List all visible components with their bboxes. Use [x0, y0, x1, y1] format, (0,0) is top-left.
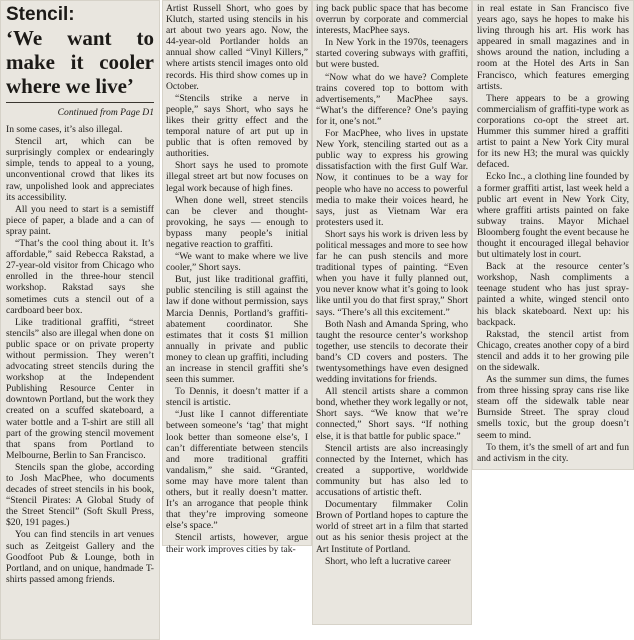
article-column-3: [316, 3, 468, 623]
paragraph: “Now what do we have? Complete trains covered top to bottom with advertisements,” MacPhee says. “What’s the difference? One’s paying for it, one’s not.”: [316, 71, 468, 127]
paragraph: Ecko Inc., a clothing line founded by a former graffiti artist, last week held a public art event in New York City, where graffiti artists painted on fake subway trains. Mayor Michael Bloomberg fought the event because he thought it encouraged illegal behavior but ultimately lost in court.: [477, 171, 629, 261]
paragraph: Like traditional graffiti, “street stencils” also are illegal when done on public space or on private property without permission. They weren’t advocating street stencils during the workshop at the Independent Publishing Resource Center in downtown Portland, but the work they created on a scuffed skateboard, a water bottle and a T-shirt are still all part of the growing stencil movement that spans from Portland to Melbourne, Berlin to San Francisco.: [6, 316, 154, 461]
headline-kicker: Stencil:: [6, 4, 75, 25]
paragraph: As the summer sun dims, the fumes from three hissing spray cans rise like steam off the sidewalk table near Burnside Street. The spray cloud smells toxic, but the group doesn’t seem to mind.: [477, 374, 629, 441]
paragraph: To them, it’s the smell of art and fun and activism in the city.: [477, 441, 629, 464]
article-column-1: [6, 4, 154, 638]
paragraph: To Dennis, it doesn’t matter if a stencil is artistic.: [166, 386, 308, 409]
continued-line: Continued from Page D1: [57, 107, 154, 118]
paragraph: ing back public space that has become overrun by corporate and commercial interests, MacPhee says.: [316, 3, 468, 37]
paragraph: Rakstad, the stencil artist from Chicago, creates another copy of a bird stencil and adds it to her growing pile on the sidewalk.: [477, 328, 629, 373]
paragraph: You can find stencils in art venues such as Zeitgeist Gallery and the Goodfoot Pub & Lounge, both in Portland, and on unique, handmade T-shirts passed among friends.: [6, 529, 154, 585]
headline-rule: [6, 102, 154, 103]
paragraph: For MacPhee, who lives in upstate New York, stenciling started out as a public way to express his growing dissatisfaction with the first Gulf War. Now, it continues to be a way for people who have no access to powerful media to make their voices heard, he says, just as Vietnam War era protesters used it.: [316, 128, 468, 228]
paragraph: in real estate in San Francisco five years ago, says he hopes to make his living through his art. His work has appeared in small magazines and in shows around the nation, including a room at the Hotel des Arts in San Francisco, which features emerging artists.: [477, 3, 629, 92]
paragraph: Documentary filmmaker Colin Brown of Portland hopes to capture the world of street art in a film that started out as his senior thesis project at the Art Institute of Portland.: [316, 499, 468, 555]
paragraph: Stencil art, which can be surprisingly complex or endearingly simple, tends to appeal to a young, unconventional crowd that likes its raw, unpolished look and appreciates its accessibility.: [6, 136, 154, 203]
paragraph: There appears to be a growing commercialism of graffiti-type work as corporations co-opt the street art. Hummer this summer hired a graffiti artist to paint a New York City mural for its new H3; the mural was quickly defaced.: [477, 92, 629, 171]
paragraph: Back at the resource center’s workshop, Nash compliments a teenage student who has just spray-painted a white, winged stencil onto his black skateboard. Next up: his backpack.: [477, 261, 629, 328]
paragraph: Artist Russell Short, who goes by Klutch, started using stencils in his art about two years ago. Now, the 44-year-old Portlander holds an annual show called “Vinyl Killers,” where artists stencil images onto old records. His third show comes up in October.: [166, 3, 308, 92]
paragraph: Stencils span the globe, according to Josh MacPhee, who documents decades of street stencils in his book, “Stencil Pirates: A Global Study of the Street Stencil” (Soft Skull Press, $20, 191 pages.): [6, 461, 154, 529]
article-column-2: [166, 3, 308, 555]
paragraph: In some cases, it’s also illegal.: [6, 124, 123, 136]
headline: ‘We want to make it cooler where we live’: [6, 26, 154, 98]
paragraph: “We want to make where we live cooler,” Short says.: [166, 251, 308, 274]
paragraph: Short says he used to promote illegal street art but now focuses on legal work because of high fines.: [166, 160, 308, 194]
paragraph: In New York in the 1970s, teenagers started covering subways with graffiti, but were busted.: [316, 37, 468, 71]
paragraph: But, just like traditional graffiti, public stenciling is still against the law if done without permission, says Marcia Dennis, Portland’s graffiti-abatement coordinator. She estimates that it costs $1 million annually in private and public money to clean up graffiti, including an increase in stencil graffiti she’s seen this summer.: [166, 274, 308, 386]
paragraph: Short, who left a lucrative career: [325, 555, 451, 567]
paragraph: Both Nash and Amanda Spring, who taught the resource center’s workshop together, use stencils to decorate their band’s CD covers and posters. The twentysomethings have even designed wedding invitations for friends.: [316, 318, 468, 386]
paragraph: When done well, street stencils can be clever and thought-provoking, he says — enough to bypass many people’s initial negative reaction to graffiti.: [166, 194, 308, 250]
article-column-4: [477, 3, 629, 468]
paragraph: All you need to start is a semistiff piece of paper, a blade and a can of spray paint.: [6, 203, 154, 237]
paragraph: Stencil artists, however, argue their work improves cities by tak-: [166, 532, 308, 555]
paragraph: Stencil artists are also increasingly connected by the Internet, which has created a supportive, worldwide community but has also led to accusations of artistic theft.: [316, 442, 468, 499]
paragraph: “Stencils strike a nerve in people,” says Short, who says he likes their gritty effect and the temporal nature of art put up in public that is often removed by authorities.: [166, 92, 308, 160]
paragraph: “Just like I cannot differentiate between someone’s ‘tag’ that might look better than someone else’s, I can’t differentiate between stencils and more traditional graffiti vandalism,” she said. “Granted, some may have more talent than others, but it really doesn’t matter. It’s an arrogance that people think that they’re improving someone else’s space.”: [166, 409, 308, 532]
paragraph: “That’s the cool thing about it. It’s affordable,” said Rebecca Rakstad, a 27-year-old visitor from Chicago who enrolled in the three-hour stencil workshop. Rakstad says she sometimes cuts a stencil out of a cardboard beer box.: [6, 238, 154, 316]
paragraph: Short says his work is driven less by political messages and more to see how far he can push stencils and more traditional types of painting. “Even when you have it fully planned out, you never know what it’s going to look like until you do that first spray,” Short says. “There’s all this excitement.”: [316, 228, 468, 318]
paragraph: All stencil artists share a common bond, whether they work legally or not, Short says. “We know that we’re connected,” Short says. “If nothing else, it is that battle for public space.”: [316, 386, 468, 442]
